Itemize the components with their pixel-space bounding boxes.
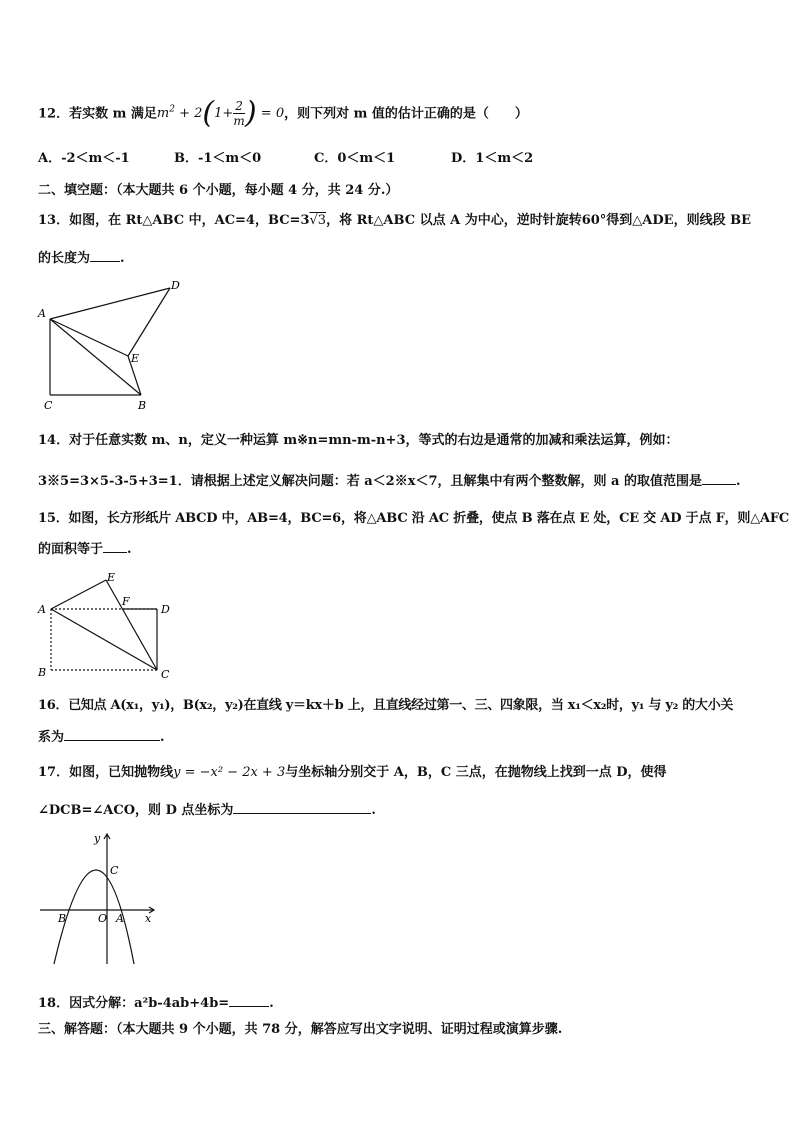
q12-suffix: ，则下列对 m 值的估计正确的是（ ） bbox=[284, 106, 528, 122]
q12-sup: 2 bbox=[169, 105, 175, 115]
q12-den: m bbox=[233, 114, 245, 129]
q17-label-a: A bbox=[116, 912, 124, 925]
q12-option-a: A．-2＜m＜-1 bbox=[38, 151, 130, 166]
q16-line2-end: . bbox=[160, 730, 165, 745]
q13-label-b: B bbox=[138, 399, 147, 412]
q16-line2 bbox=[38, 728, 165, 747]
q15-line1: 15．如图，长方形纸片 ABCD 中，AB=4，BC=6，将△ABC 沿 AC 折叠，使点 B 落在点 E 处，CE 交 AD 于点 F，则△AFC bbox=[38, 511, 790, 526]
q13-figure bbox=[36, 278, 186, 413]
q16-answer-blank bbox=[64, 728, 160, 741]
q13-answer-blank bbox=[90, 249, 120, 262]
q12-prefix: 12．若实数 m 满足 bbox=[38, 106, 157, 122]
q14-answer-blank bbox=[702, 472, 736, 485]
q15-label-a: A bbox=[38, 603, 46, 616]
q15-line2 bbox=[38, 540, 132, 559]
q16-line2-text: 系为 bbox=[38, 730, 65, 745]
q12-fraction bbox=[233, 99, 245, 128]
q13-line1b-text: ，将 Rt△ABC 以点 A 为中心，逆时针旋转60°得到△ADE，则线段 BE bbox=[326, 213, 752, 228]
q14-line2-text: 3※5=3×5-3-5+3=1．请根据上述定义解决问题：若 a＜2※x＜7，且解集中有两个整数解，则 a 的取值范围是 bbox=[38, 474, 702, 489]
q16-line1: 16．已知点 A(x₁，y₁)，B(x₂，y₂)在直线 y＝kx＋b 上，且直线经过第一、三、四象限，当 x₁＜x₂时，y₁ 与 y₂ 的大小关 bbox=[38, 698, 734, 713]
q12-option-b: B．-1＜m＜0 bbox=[174, 151, 262, 166]
q17-line2 bbox=[38, 801, 376, 820]
q17-label-o: O bbox=[98, 912, 108, 925]
q15-figure bbox=[34, 568, 184, 683]
q12-one-plus: 1+ bbox=[214, 106, 234, 122]
q14-line2-end: . bbox=[736, 474, 741, 489]
q17-line1b: 与坐标轴分别交于 A，B，C 三点，在抛物线上找到一点 D，使得 bbox=[285, 765, 667, 780]
q12-rparen: ) bbox=[244, 95, 257, 131]
q17-line2-text: ∠DCB=∠ACO，则 D 点坐标为 bbox=[38, 803, 234, 818]
q15-answer-blank bbox=[103, 540, 127, 553]
q17-answer-blank bbox=[233, 801, 371, 814]
q18-answer-blank bbox=[229, 994, 269, 1007]
q12-num: 2 bbox=[235, 99, 243, 114]
q13-line1-text: 13．如图，在 Rt△ABC 中，AC=4，BC=3 bbox=[38, 213, 310, 228]
q13-label-d: D bbox=[171, 279, 180, 292]
q12-plus2: + 2 bbox=[174, 106, 203, 122]
q13-label-a: A bbox=[38, 307, 46, 320]
q17-formula: y = −x² − 2x + 3 bbox=[173, 765, 286, 780]
q13-label-e: E bbox=[131, 352, 140, 365]
q12-eq0: = 0 bbox=[256, 106, 285, 122]
q13-line2 bbox=[38, 249, 125, 268]
q15-label-e: E bbox=[107, 571, 116, 584]
q17-line1a: 17．如图，已知抛物线 bbox=[38, 765, 174, 780]
q17-line2-end: . bbox=[371, 803, 376, 818]
q14-line2 bbox=[38, 472, 741, 491]
q12-stem bbox=[38, 96, 528, 129]
q13-sqrt: √3 bbox=[309, 213, 327, 228]
section-3-heading: 三、解答题：（本大题共 9 个小题，共 78 分，解答应写出文字说明、证明过程或演算步骤. bbox=[38, 1022, 563, 1037]
q17-figure bbox=[36, 828, 166, 968]
q15-label-b: B bbox=[38, 666, 47, 679]
q15-line2-end: . bbox=[127, 542, 132, 557]
q17-label-y: y bbox=[94, 832, 101, 845]
q14-line1: 14．对于任意实数 m、n，定义一种运算 m※n=mn-m-n+3，等式的右边是通常的加减和乘法运算，例如： bbox=[38, 433, 679, 448]
q15-line2-text: 的面积等于 bbox=[38, 542, 104, 557]
q18-line-text: 18．因式分解：a²b-4ab+4b= bbox=[38, 996, 230, 1011]
q15-label-c: C bbox=[161, 668, 170, 681]
q18-line-end: . bbox=[269, 996, 274, 1011]
q12-option-d: D．1＜m＜2 bbox=[451, 151, 534, 166]
section-2-heading: 二、填空题：（本大题共 6 个小题，每小题 4 分，共 24 分.） bbox=[38, 183, 399, 198]
q12-m: m bbox=[156, 106, 170, 122]
q12-formula bbox=[156, 95, 285, 131]
q18-line bbox=[38, 994, 274, 1013]
q13-line2-text: 的长度为 bbox=[38, 251, 91, 266]
q17-line1 bbox=[38, 764, 667, 782]
q12-option-c: C．0＜m＜1 bbox=[314, 151, 396, 166]
q15-label-d: D bbox=[161, 603, 170, 616]
q13-label-c: C bbox=[44, 399, 53, 412]
q13-line1 bbox=[38, 212, 751, 230]
q12-lparen: ( bbox=[202, 95, 215, 131]
q17-label-c: C bbox=[110, 864, 119, 877]
q13-line2-end: . bbox=[120, 251, 125, 266]
q17-label-x: x bbox=[145, 912, 152, 925]
q15-label-f: F bbox=[122, 595, 130, 608]
q17-label-b: B bbox=[58, 912, 67, 925]
